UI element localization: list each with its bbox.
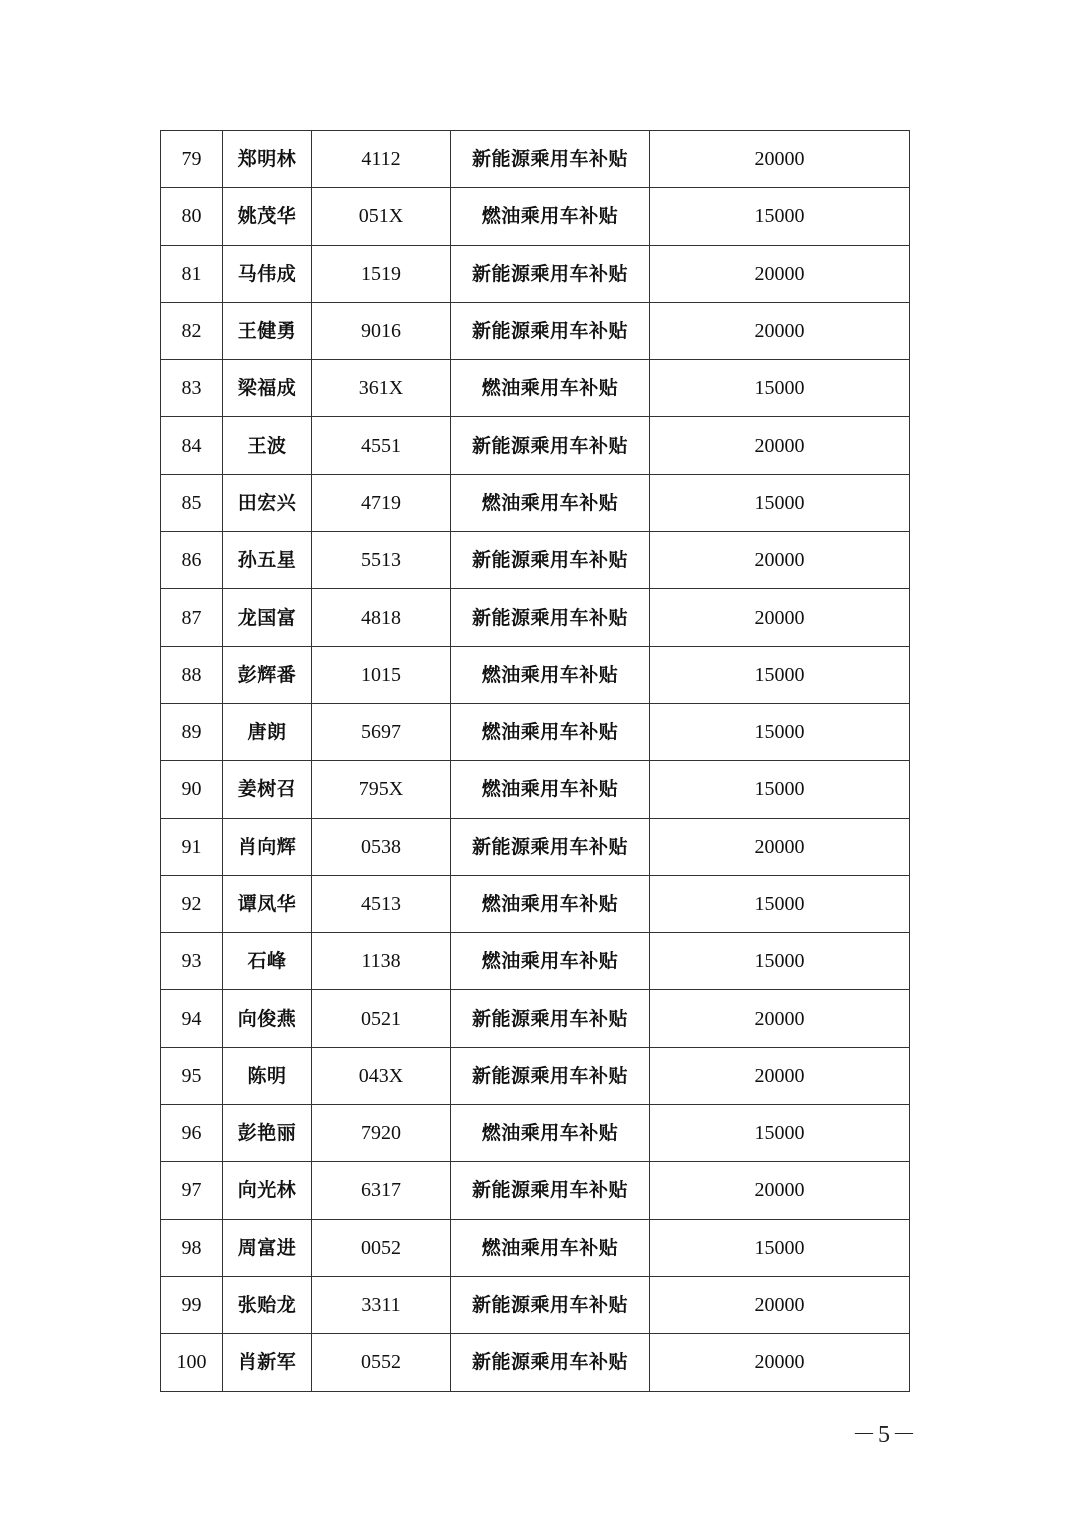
amount-cell: 20000 — [650, 532, 910, 589]
id-suffix-cell: 361X — [312, 360, 451, 417]
amount-cell: 15000 — [650, 646, 910, 703]
name-cell: 田宏兴 — [223, 474, 312, 531]
amount-cell: 15000 — [650, 1219, 910, 1276]
table-row — [161, 589, 910, 646]
row-number-cell: 90 — [161, 761, 223, 818]
name-cell: 周富进 — [223, 1219, 312, 1276]
row-number-cell: 83 — [161, 360, 223, 417]
name-cell: 龙国富 — [223, 589, 312, 646]
table-row — [161, 360, 910, 417]
subsidy-type-cell: 燃油乘用车补贴 — [451, 360, 650, 417]
row-number-cell: 91 — [161, 818, 223, 875]
subsidy-type-cell: 新能源乘用车补贴 — [451, 589, 650, 646]
row-number-cell: 84 — [161, 417, 223, 474]
subsidy-table-body — [161, 131, 910, 1392]
amount-cell: 15000 — [650, 474, 910, 531]
name-cell: 王波 — [223, 417, 312, 474]
row-number-cell: 80 — [161, 188, 223, 245]
subsidy-type-cell: 燃油乘用车补贴 — [451, 1105, 650, 1162]
amount-cell: 15000 — [650, 703, 910, 760]
subsidy-type-cell: 燃油乘用车补贴 — [451, 703, 650, 760]
subsidy-type-cell: 新能源乘用车补贴 — [451, 990, 650, 1047]
amount-cell: 20000 — [650, 131, 910, 188]
id-suffix-cell: 051X — [312, 188, 451, 245]
row-number-cell: 88 — [161, 646, 223, 703]
id-suffix-cell: 1138 — [312, 933, 451, 990]
name-cell: 唐朗 — [223, 703, 312, 760]
id-suffix-cell: 6317 — [312, 1162, 451, 1219]
id-suffix-cell: 7920 — [312, 1105, 451, 1162]
amount-cell: 20000 — [650, 302, 910, 359]
table-row — [161, 474, 910, 531]
table-row — [161, 1276, 910, 1333]
table-row — [161, 532, 910, 589]
table-row — [161, 761, 910, 818]
row-number-cell: 99 — [161, 1276, 223, 1333]
amount-cell: 20000 — [650, 1334, 910, 1391]
table-row — [161, 990, 910, 1047]
subsidy-type-cell: 燃油乘用车补贴 — [451, 188, 650, 245]
amount-cell: 15000 — [650, 933, 910, 990]
amount-cell: 20000 — [650, 1047, 910, 1104]
name-cell: 马伟成 — [223, 245, 312, 302]
table-row — [161, 703, 910, 760]
row-number-cell: 96 — [161, 1105, 223, 1162]
subsidy-type-cell: 燃油乘用车补贴 — [451, 761, 650, 818]
table-row — [161, 1334, 910, 1391]
id-suffix-cell: 4818 — [312, 589, 451, 646]
amount-cell: 15000 — [650, 1105, 910, 1162]
subsidy-type-cell: 新能源乘用车补贴 — [451, 1334, 650, 1391]
subsidy-type-cell: 燃油乘用车补贴 — [451, 646, 650, 703]
row-number-cell: 92 — [161, 875, 223, 932]
id-suffix-cell: 0552 — [312, 1334, 451, 1391]
id-suffix-cell: 9016 — [312, 302, 451, 359]
subsidy-type-cell: 新能源乘用车补贴 — [451, 1047, 650, 1104]
row-number-cell: 94 — [161, 990, 223, 1047]
name-cell: 肖新军 — [223, 1334, 312, 1391]
id-suffix-cell: 5513 — [312, 532, 451, 589]
name-cell: 向俊燕 — [223, 990, 312, 1047]
name-cell: 姚茂华 — [223, 188, 312, 245]
id-suffix-cell: 795X — [312, 761, 451, 818]
id-suffix-cell: 1519 — [312, 245, 451, 302]
table-row — [161, 933, 910, 990]
row-number-cell: 79 — [161, 131, 223, 188]
amount-cell: 20000 — [650, 245, 910, 302]
table-row — [161, 302, 910, 359]
row-number-cell: 87 — [161, 589, 223, 646]
amount-cell: 15000 — [650, 360, 910, 417]
amount-cell: 20000 — [650, 1162, 910, 1219]
amount-cell: 20000 — [650, 818, 910, 875]
table-row — [161, 1219, 910, 1276]
subsidy-table — [160, 130, 910, 1392]
name-cell: 石峰 — [223, 933, 312, 990]
name-cell: 陈明 — [223, 1047, 312, 1104]
id-suffix-cell: 5697 — [312, 703, 451, 760]
id-suffix-cell: 4551 — [312, 417, 451, 474]
name-cell: 肖向辉 — [223, 818, 312, 875]
subsidy-type-cell: 新能源乘用车补贴 — [451, 1276, 650, 1333]
subsidy-type-cell: 燃油乘用车补贴 — [451, 933, 650, 990]
row-number-cell: 82 — [161, 302, 223, 359]
row-number-cell: 93 — [161, 933, 223, 990]
id-suffix-cell: 0052 — [312, 1219, 451, 1276]
row-number-cell: 100 — [161, 1334, 223, 1391]
subsidy-type-cell: 燃油乘用车补贴 — [451, 875, 650, 932]
subsidy-type-cell: 燃油乘用车补贴 — [451, 1219, 650, 1276]
amount-cell: 20000 — [650, 1276, 910, 1333]
table-row — [161, 417, 910, 474]
amount-cell: 20000 — [650, 417, 910, 474]
table-row — [161, 875, 910, 932]
name-cell: 王健勇 — [223, 302, 312, 359]
id-suffix-cell: 0521 — [312, 990, 451, 1047]
table-row — [161, 188, 910, 245]
name-cell: 向光林 — [223, 1162, 312, 1219]
row-number-cell: 86 — [161, 532, 223, 589]
id-suffix-cell: 043X — [312, 1047, 451, 1104]
subsidy-type-cell: 新能源乘用车补贴 — [451, 131, 650, 188]
table-row — [161, 646, 910, 703]
row-number-cell: 81 — [161, 245, 223, 302]
name-cell: 孙五星 — [223, 532, 312, 589]
name-cell: 彭艳丽 — [223, 1105, 312, 1162]
row-number-cell: 95 — [161, 1047, 223, 1104]
id-suffix-cell: 1015 — [312, 646, 451, 703]
row-number-cell: 98 — [161, 1219, 223, 1276]
row-number-cell: 85 — [161, 474, 223, 531]
name-cell: 郑明林 — [223, 131, 312, 188]
id-suffix-cell: 3311 — [312, 1276, 451, 1333]
table-row — [161, 1105, 910, 1162]
table-row — [161, 818, 910, 875]
id-suffix-cell: 4719 — [312, 474, 451, 531]
name-cell: 梁福成 — [223, 360, 312, 417]
amount-cell: 15000 — [650, 188, 910, 245]
subsidy-type-cell: 燃油乘用车补贴 — [451, 474, 650, 531]
amount-cell: 20000 — [650, 990, 910, 1047]
subsidy-type-cell: 新能源乘用车补贴 — [451, 818, 650, 875]
subsidy-type-cell: 新能源乘用车补贴 — [451, 245, 650, 302]
row-number-cell: 89 — [161, 703, 223, 760]
subsidy-type-cell: 新能源乘用车补贴 — [451, 1162, 650, 1219]
subsidy-type-cell: 新能源乘用车补贴 — [451, 532, 650, 589]
amount-cell: 15000 — [650, 875, 910, 932]
page-number: －5－ — [852, 1422, 918, 1448]
subsidy-type-cell: 新能源乘用车补贴 — [451, 417, 650, 474]
table-row — [161, 1047, 910, 1104]
name-cell: 彭辉番 — [223, 646, 312, 703]
table-row — [161, 245, 910, 302]
table-row — [161, 131, 910, 188]
name-cell: 谭凤华 — [223, 875, 312, 932]
amount-cell: 15000 — [650, 761, 910, 818]
table-row — [161, 1162, 910, 1219]
amount-cell: 20000 — [650, 589, 910, 646]
subsidy-type-cell: 新能源乘用车补贴 — [451, 302, 650, 359]
name-cell: 张贻龙 — [223, 1276, 312, 1333]
row-number-cell: 97 — [161, 1162, 223, 1219]
id-suffix-cell: 0538 — [312, 818, 451, 875]
id-suffix-cell: 4513 — [312, 875, 451, 932]
id-suffix-cell: 4112 — [312, 131, 451, 188]
name-cell: 姜树召 — [223, 761, 312, 818]
